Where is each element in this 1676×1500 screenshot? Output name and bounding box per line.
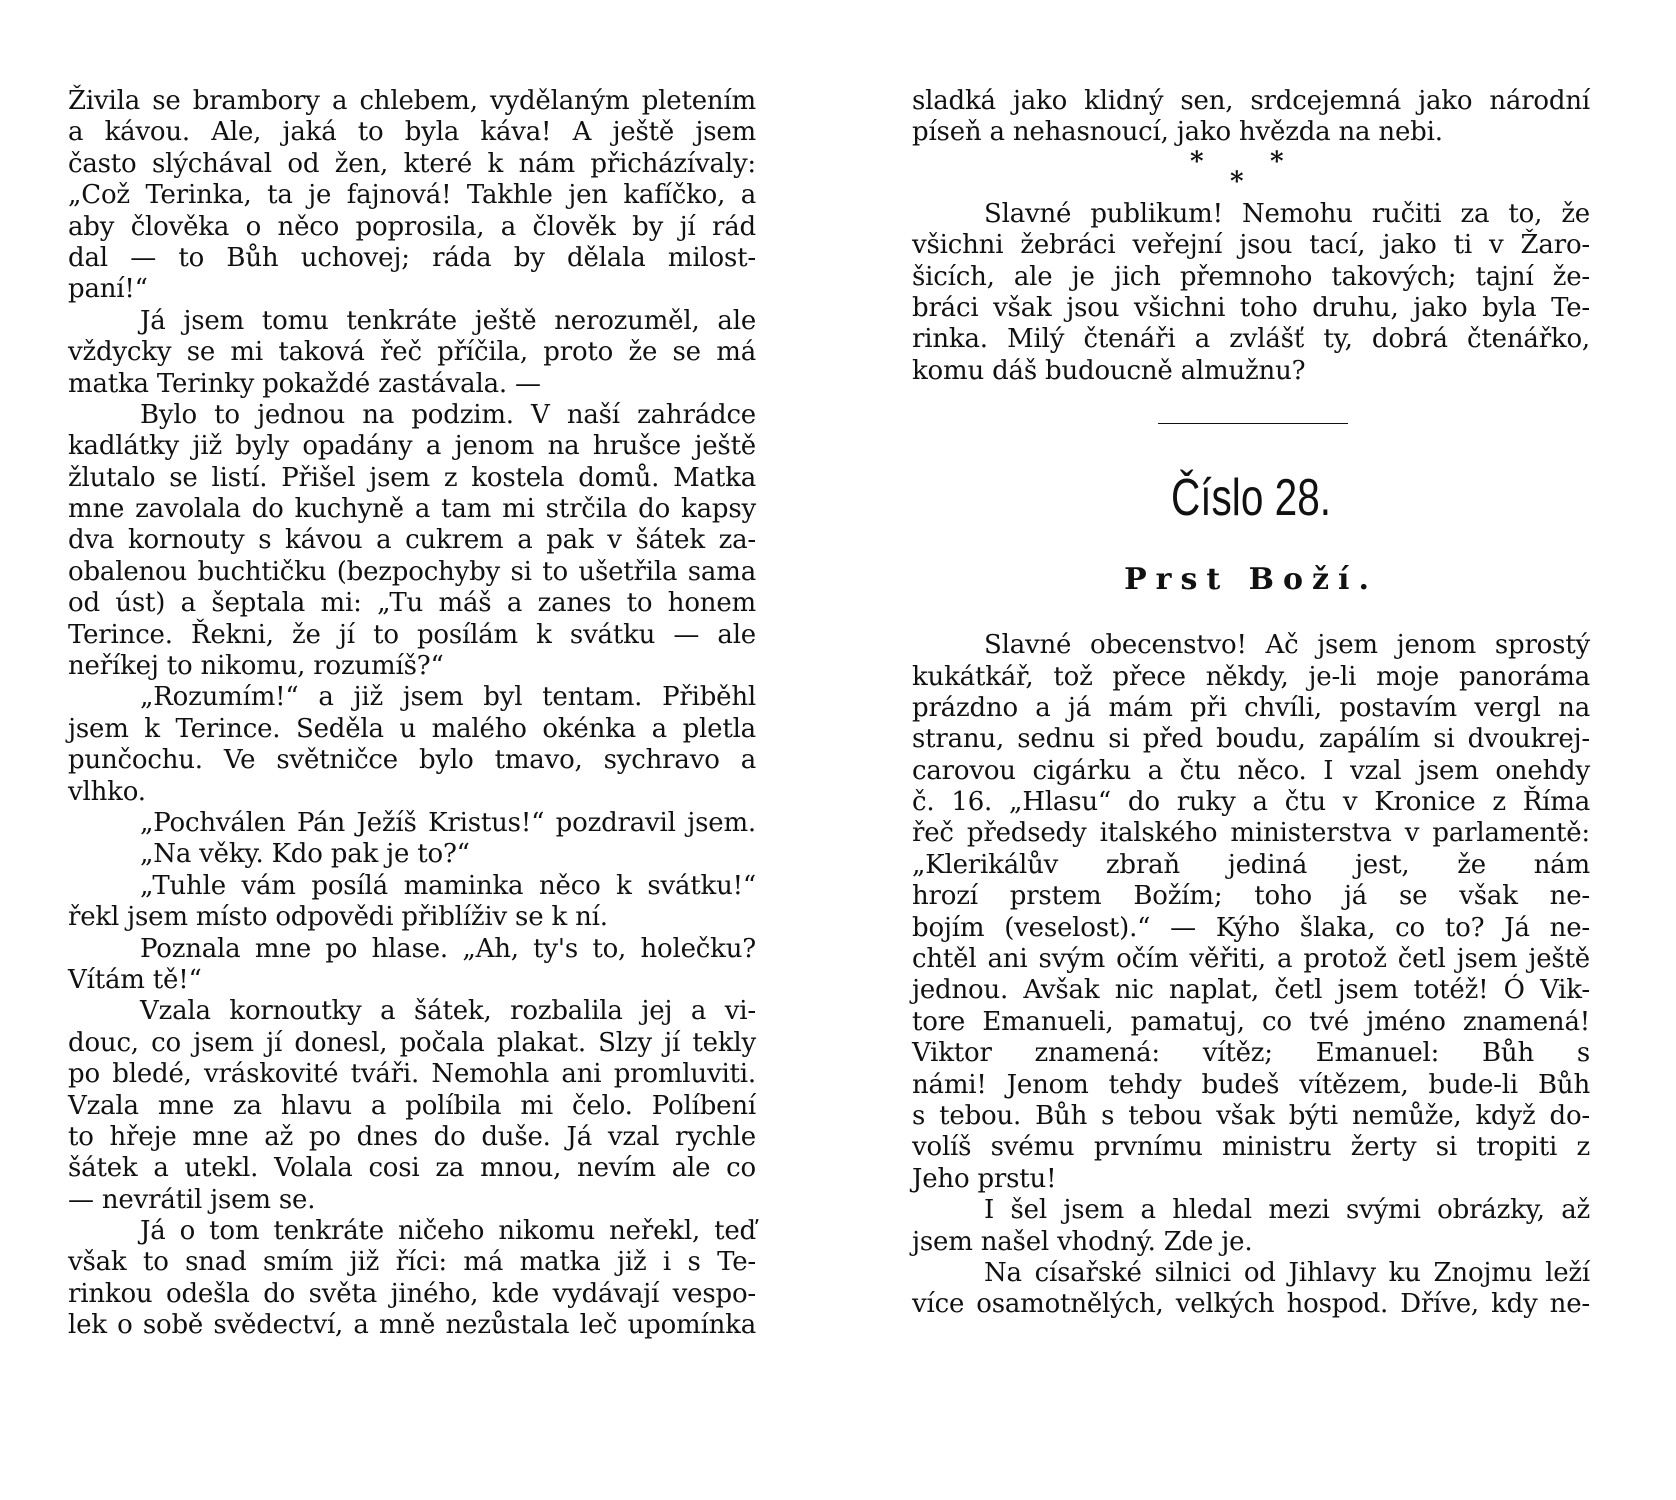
text-line: aby člověka o něco poprosila, a člověk by jí rád [68, 211, 756, 242]
text-line: I šel jsem a hledal mezi svými obrázky, až [984, 1195, 1590, 1226]
text-line: Bylo to jednou na podzim. V naší zahrádce [140, 399, 756, 430]
text-line: prázdno a já mám při chvíli, postavím vergl na [912, 692, 1590, 723]
text-line: volíš svému prvnímu ministru žerty si tropiti z [912, 1132, 1590, 1163]
text-line: Poznala mne po hlase. „Ah, ty's to, holečku? [140, 933, 756, 964]
text-line: stranu, sednu si před boudu, zapálím si dvoukrej- [912, 724, 1590, 755]
text-line: Viktor znamená: vítěz; Emanuel: Bůh s [912, 1038, 1590, 1069]
right-page-body-text [912, 630, 1590, 1321]
text-line: č. 16. „Hlasu“ do ruky a čtu v Kronice z Říma [912, 787, 1590, 818]
asterisk: * [1230, 166, 1244, 197]
text-line: „Rozumím!“ a již jsem byl tentam. Přiběhl [140, 682, 756, 713]
text-line: řeč předsedy italského ministerstva v parlamentě: [912, 818, 1590, 849]
text-line: Jeho prstu! [912, 1163, 1057, 1194]
text-line: řekl jsem místo odpovědi přiblíživ se k ní. [68, 902, 608, 933]
chapter-number: Číslo 28. [1170, 469, 1332, 528]
chapter-title: Prst Boží. [1124, 562, 1378, 598]
text-line: mne zavolala do kuchyně a tam mi strčila do kapsy [68, 494, 756, 525]
text-line: Živila se brambory a chlebem, vydělaným pletením [68, 86, 756, 116]
text-line: sladká jako klidný sen, srdcejemná jako národní [912, 86, 1590, 116]
text-line: více osamotnělých, velkých hospod. Dříve, kdy ne- [912, 1289, 1590, 1320]
right-page-middle-text [912, 199, 1590, 387]
text-line: vždycky se mi taková řeč příčila, proto že se má [68, 337, 756, 368]
left-page [68, 86, 756, 1342]
text-line: šicích, ale je jich přemnoho takových; tajní že- [912, 261, 1590, 292]
text-line: od úst) a šeptala mi: „Tu máš a zanes to honem [68, 588, 756, 619]
text-line: carovou cigárku a čtu něco. I vzal jsem onehdy [912, 755, 1590, 786]
text-line: — nevrátil jsem se. [68, 1184, 316, 1215]
text-line: Slavné obecenstvo! Ač jsem jenom sprostý [984, 630, 1590, 661]
section-divider [1158, 423, 1348, 424]
text-line: všichni žebráci veřejní jsou tací, jako ti v Žaro- [912, 230, 1590, 261]
text-line: a kávou. Ale, jaká to byla káva! A ještě jsem [68, 117, 756, 148]
text-line: lek o sobě svědectví, a mně nezůstala leč upomínka [68, 1310, 756, 1341]
text-line: šátek a utekl. Volala cosi za mnou, nevím ale co [68, 1153, 756, 1184]
right-page-top-text [912, 86, 1590, 149]
text-line: žlutalo se listí. Přišel jsem z kostela domů. Matka [68, 462, 756, 493]
text-line: Slavné publikum! Nemohu ručiti za to, že [984, 198, 1590, 229]
text-line: Já o tom tenkráte ničeho nikomu neřekl, teď [140, 1216, 756, 1247]
text-line: matka Terinky pokaždé zastávala. — [68, 368, 541, 399]
text-line: dva kornouty s kávou a cukrem a pak v šátek za- [68, 525, 756, 556]
text-line: douc, co jsem jí donesl, počala plakat. Slzy jí tekly [68, 1027, 756, 1058]
left-page-text [68, 86, 756, 1342]
text-line: „Tuhle vám posílá maminka něco k svátku!“ [140, 870, 756, 901]
text-line: Vzala kornoutky a šátek, rozbalila jej a vi- [140, 996, 756, 1027]
text-line: s tebou. Bůh s tebou však býti nemůže, když do- [912, 1100, 1590, 1131]
text-line: kadlátky již byly opadány a jenom na hrušce ještě [68, 431, 756, 462]
text-line: jednou. Avšak nic naplat, četl jsem totéž! Ó Vik- [912, 975, 1590, 1006]
text-line: jsem našel vhodný. Zde je. [912, 1226, 1253, 1257]
text-line: „Pochválen Pán Ježíš Kristus!“ pozdravil jsem. [140, 807, 756, 838]
text-line: tore Emanueli, pamatuj, co tvé jméno znamená! [912, 1006, 1590, 1037]
text-line: bojím (veselost).“ — Kýho šlaka, co to? Já ne- [912, 912, 1590, 943]
text-line: „Na věky. Kdo pak je to?“ [140, 839, 470, 870]
text-line: hrozí prstem Božím; toho já se však ne- [912, 881, 1590, 912]
text-line: paní!“ [68, 274, 148, 305]
text-line: bráci však jsou všichni toho druhu, jako byla Te- [912, 292, 1590, 323]
text-line: námi! Jenom tehdy budeš vítězem, bude-li Bůh [912, 1069, 1590, 1100]
text-line: Vítám tě!“ [68, 964, 202, 995]
text-line: chtěl ani svým očím věřiti, a protož četl jsem ještě [912, 944, 1590, 975]
text-line: neříkej to nikomu, rozumíš?“ [68, 651, 444, 682]
text-line: punčochu. Ve světničce bylo tmavo, sychravo a [68, 745, 756, 776]
text-line: rinka. Milý čtenáři a zvlášť ty, dobrá čtenářko, [912, 324, 1590, 355]
text-line: Já jsem tomu tenkráte ještě nerozuměl, ale [140, 305, 756, 336]
section-break-asterisks [912, 146, 1590, 199]
asterisk: * [1270, 146, 1284, 177]
right-page [912, 86, 1590, 1321]
text-line: vlhko. [68, 776, 146, 807]
text-line: jsem k Terince. Seděla u malého okénka a pletla [68, 713, 756, 744]
text-line: dal — to Bůh uchovej; ráda by dělala milost- [68, 242, 756, 273]
asterisk: * [1190, 146, 1204, 177]
text-line: Vzala mne za hlavu a políbila mi čelo. Políbení [68, 1090, 756, 1121]
text-line: často slýchával od žen, které k nám přicházívaly: [68, 148, 756, 179]
text-line: rinkou odešla do světa jiného, kde vydávají vespo- [68, 1278, 756, 1309]
text-line: po bledé, vráskovité tváři. Nemohla ani promluviti. [68, 1059, 756, 1090]
text-line: Terince. Řekni, že jí to posílám k svátku — ale [68, 619, 756, 650]
text-line: to hřeje mne až po dnes do duše. Já vzal rychle [68, 1121, 756, 1152]
text-line: však to snad smím již říci: má matka již i s Te- [68, 1247, 756, 1278]
text-line: obalenou buchtičku (bezpochyby si to ušetřila sama [68, 556, 756, 587]
text-line: Na císařské silnici od Jihlavy ku Znojmu leží [984, 1257, 1590, 1288]
text-line: komu dáš budoucně almužnu? [912, 355, 1306, 386]
text-line: „Což Terinka, ta je fajnová! Takhle jen kafíčko, a [68, 180, 756, 211]
text-line: kukátkář, tož přece někdy, je-li moje panoráma [912, 661, 1590, 692]
text-line: píseň a nehasnoucí, jako hvězda na nebi. [912, 117, 1443, 148]
text-line: „Klerikálův zbraň jediná jest, že nám [912, 849, 1590, 880]
